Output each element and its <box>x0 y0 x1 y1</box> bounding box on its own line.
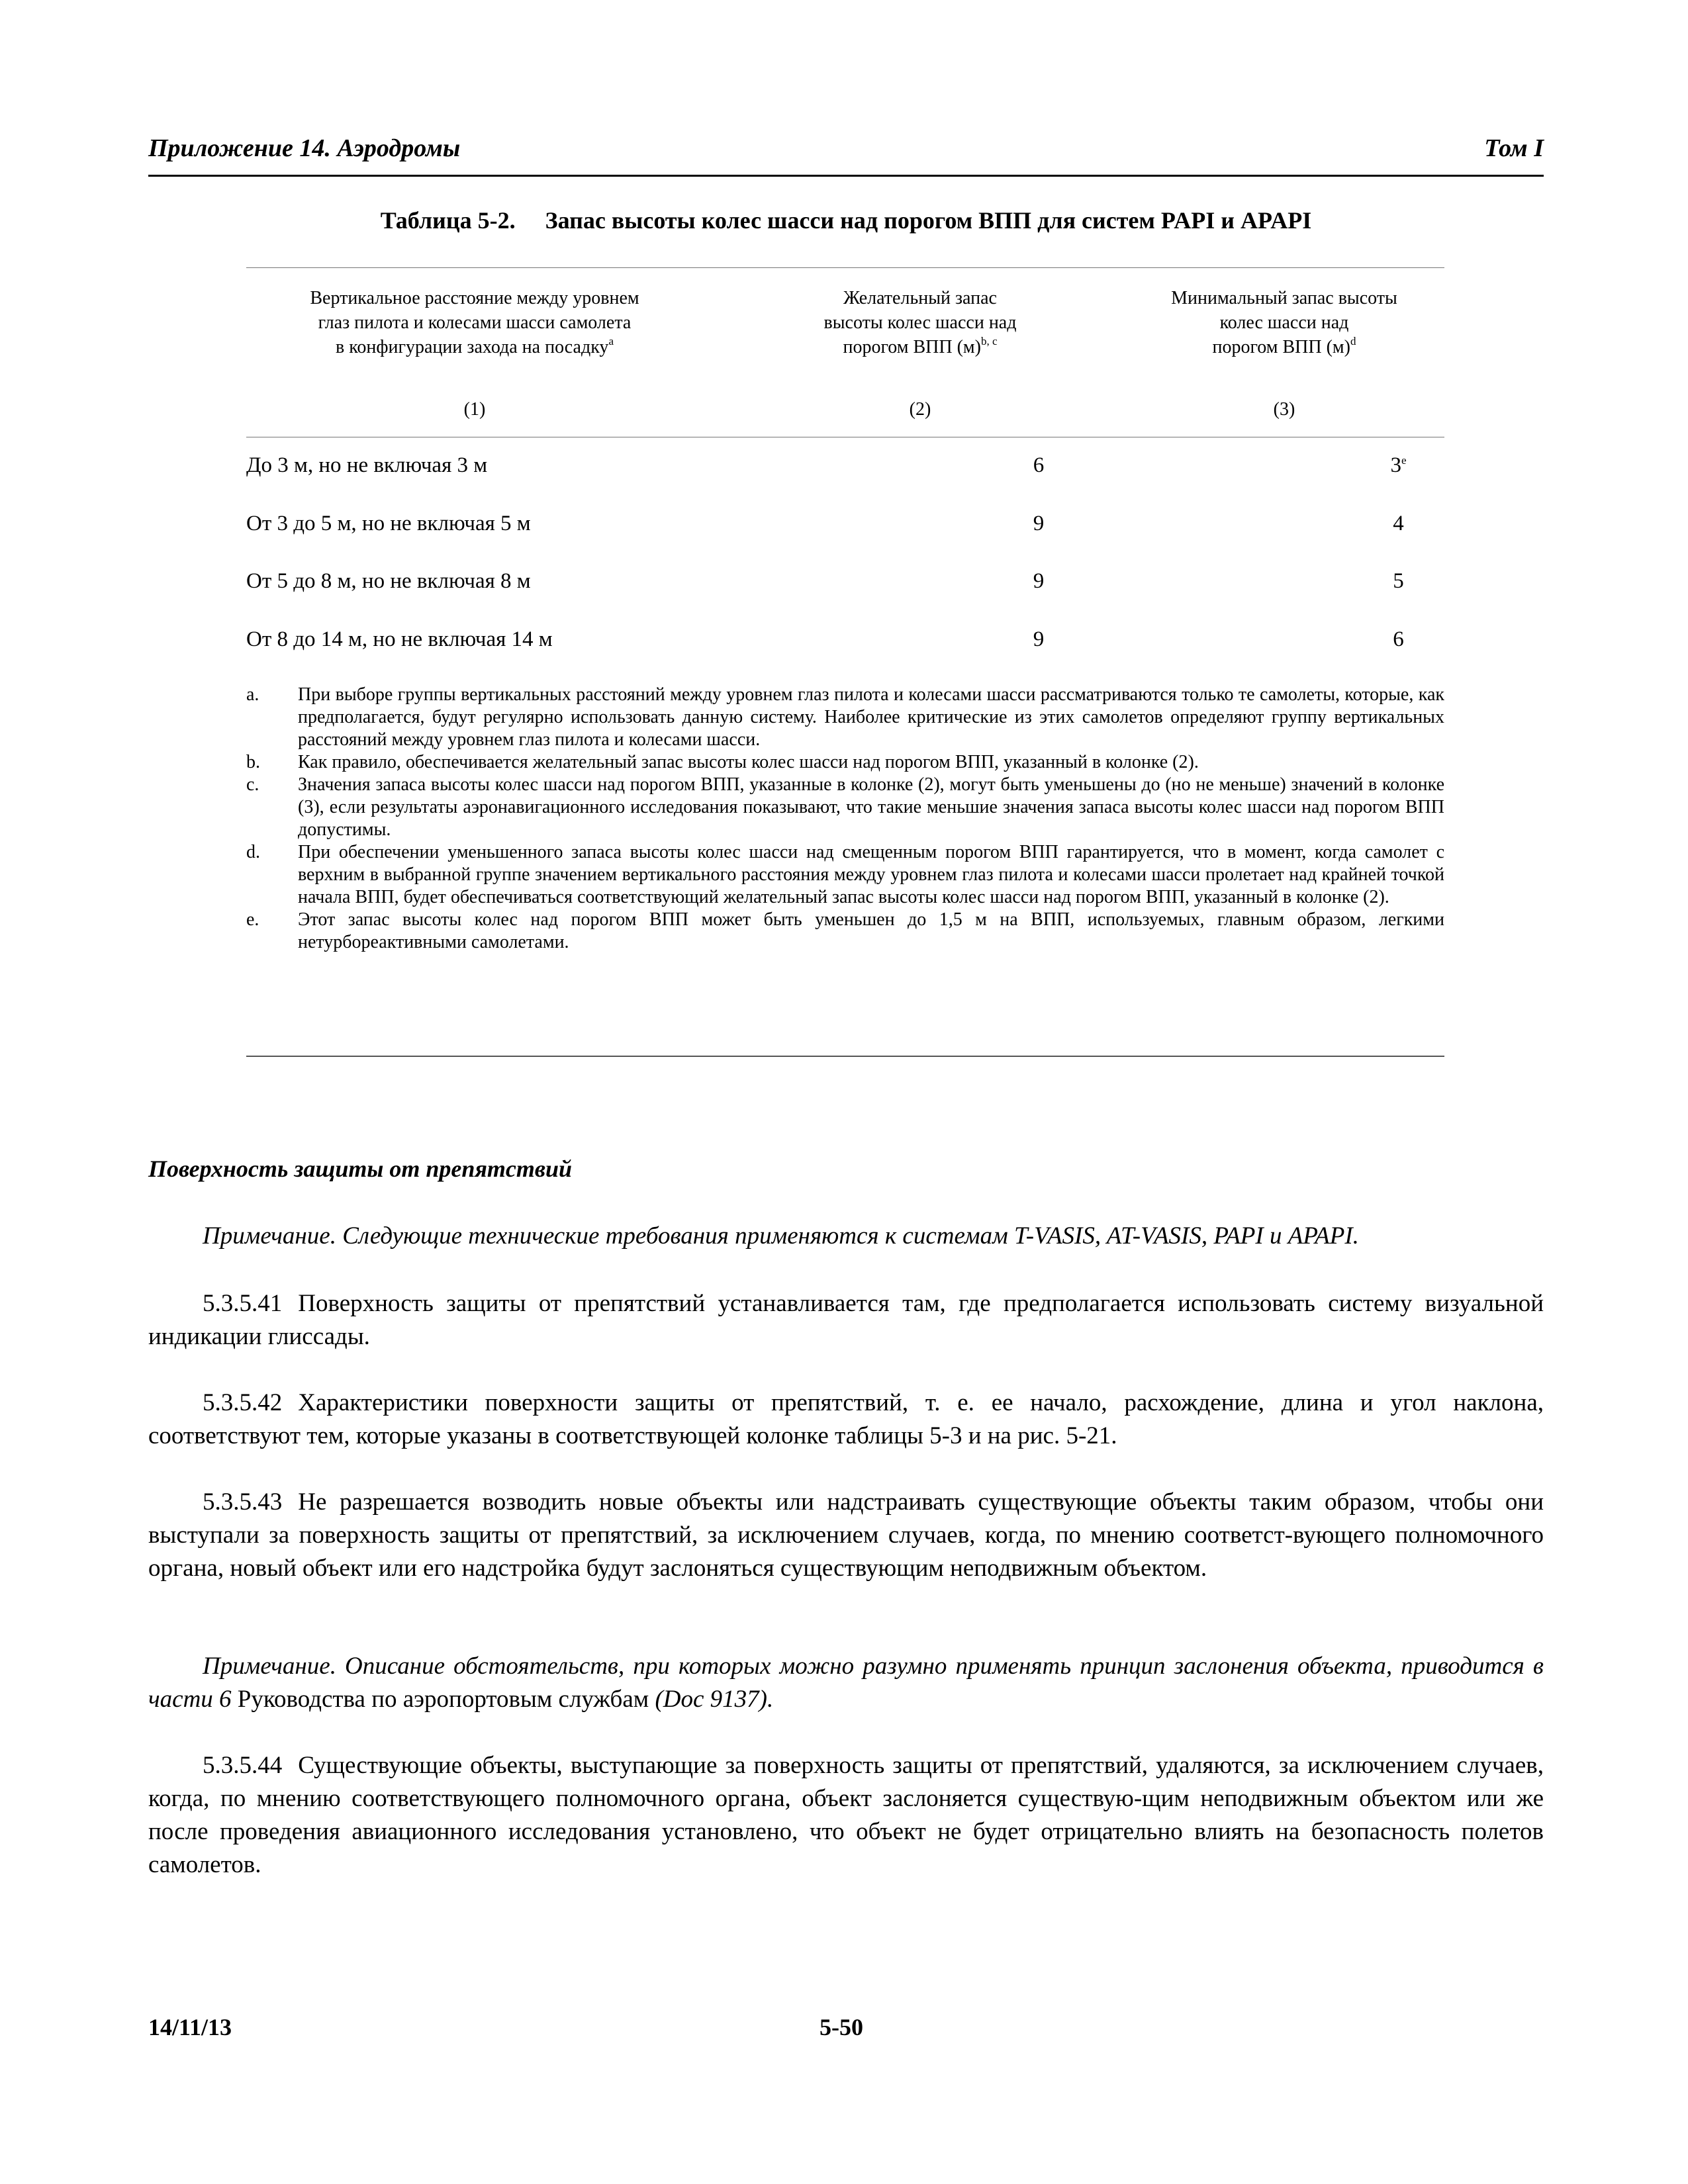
paragraph-number: 5.3.5.43 <box>203 1488 283 1516</box>
footnote-label: d. <box>246 842 260 862</box>
row-desired: 9 <box>1033 512 1045 535</box>
row-desired: 9 <box>1033 627 1045 651</box>
column-header-1-line: в конфигурации захода на посадку$^a$ <box>336 335 614 357</box>
column-header-3 <box>1139 286 1430 359</box>
paragraph-5-3-5-42 <box>148 1387 1544 1453</box>
footnote-label: b. <box>246 752 260 772</box>
column-header-2-line: порогом ВПП $(м)^{b, c}$ <box>843 335 998 357</box>
paragraph-text: Поверхность защиты от препятствий устанавливается там, где предполагается использовать систему визуальной индикации глиссады. <box>148 1290 1544 1350</box>
paragraph-5-3-5-41 <box>148 1287 1544 1353</box>
paragraph-text: Существующие объекты, выступающие за поверхность защиты от препятствий, удаляются, за исключением случаев, когда, по мнению соответствующего полномочного органа, объект заслоняется существую-щим неподвижным объектом или же после проведения авиационного исследования установлено, что объект не будет отрицательно влиять на безопасность полетов самолетов. <box>148 1752 1544 1878</box>
footnote-c <box>246 774 1444 841</box>
footnote-label: e. <box>246 909 259 930</box>
paragraph-number: 5.3.5.42 <box>203 1389 283 1416</box>
row-range: От 5 до 8 м, но не включая 8 м <box>246 569 531 593</box>
table-top-rule <box>246 267 1444 268</box>
row-range: От 3 до 5 м, но не включая 5 м <box>246 512 531 535</box>
row-desired: 9 <box>1033 569 1045 593</box>
row-minimum: 6 <box>1393 627 1404 651</box>
column-number-2: (2) <box>909 399 931 420</box>
table-footnotes <box>246 684 1444 954</box>
footnote-ref: d <box>1350 335 1356 347</box>
page-header <box>148 134 1544 177</box>
column-header-1 <box>246 286 703 359</box>
column-header-1-line: глаз пилота и колесами шасси самолета <box>318 312 632 333</box>
footnote-text: При выборе группы вертикальных расстояний между уровнем глаз пилота и колесами шасси рассматриваются только те самолеты, которые, как предполагается, будут регулярно использовать данную систему. Наиболее критические из этих самолетов определяют группу вертикальных расстояний между уровнем глаз пилота и колесами шасси. <box>298 684 1444 750</box>
footnote-ref: b, c <box>980 335 998 347</box>
paragraph-text: Не разрешается возводить новые объекты или надстраивать существующие объекты таким образом, чтобы они выступали за поверхность защиты от препятствий, за исключением случаев, когда, по мнению соответст-вующего полномочного органа, новый объект или его надстройка будут заслоняться существующим неподвижным объектом. <box>148 1488 1544 1582</box>
header-document-title: Приложение 14. Аэродромы <box>148 134 461 162</box>
footnote-ref: e <box>1401 454 1407 467</box>
paragraph-number: 5.3.5.41 <box>203 1290 283 1317</box>
section-heading: Поверхность защиты от препятствий <box>148 1156 573 1182</box>
footnote-ref: a <box>608 335 614 347</box>
column-header-2 <box>794 286 1046 359</box>
note-shielding <box>148 1650 1544 1716</box>
column-header-3-line: Минимальный запас высоты <box>1171 288 1397 308</box>
table-title: Таблица 5-2. Запас высоты колес шасси над порогом ВПП для систем PAPI и APAPI <box>380 207 1312 234</box>
note-requirements: Примечание. Следующие технические требования применяются к системам T-VASIS, AT-VASIS, PAPI и APAPI. <box>203 1222 1359 1250</box>
column-number-3: (3) <box>1273 399 1295 420</box>
row-minimum: 5 <box>1393 569 1404 593</box>
paragraph-5-3-5-43 <box>148 1486 1544 1585</box>
paragraph-5-3-5-44 <box>148 1749 1544 1882</box>
column-header-1-line: Вертикальное расстояние между уровнем <box>310 288 639 308</box>
column-header-3-line: порогом ВПП $(м)^d$ <box>1212 335 1356 357</box>
footnote-text: Как правило, обеспечивается желательный запас высоты колес шасси над порогом ВПП, указанный в колонке (2). <box>298 752 1199 772</box>
footer-date: 14/11/13 <box>148 2014 232 2040</box>
row-minimum: 4 <box>1393 512 1404 535</box>
table-row <box>246 453 1444 486</box>
footnote-b <box>246 751 1444 774</box>
column-header-2-line: Желательный запас <box>843 288 997 308</box>
row-desired: 6 <box>1033 453 1045 477</box>
footnote-label: c. <box>246 774 259 795</box>
note-doc-ref: (Doc 9137). <box>655 1686 774 1713</box>
column-header-3-line: колес шасси над <box>1219 312 1349 333</box>
footnote-text: Этот запас высоты колес над порогом ВПП может быть уменьшен до 1,5 м на ВПП, используемых, главным образом, легкими нетурбореактивными самолетами. <box>298 909 1444 952</box>
column-header-2-line: высоты колес шасси над <box>823 312 1017 333</box>
row-minimum: 3e <box>1390 453 1407 477</box>
paragraph-text: Характеристики поверхности защиты от препятствий, т. е. ее начало, расхождение, длина и угол наклона, соответствуют тем, которые указаны в соответствующей колонке таблицы 5-3 и на рис. 5-21. <box>148 1389 1544 1449</box>
table-row <box>246 627 1444 660</box>
row-range: От 8 до 14 м, но не включая 14 м <box>246 627 553 651</box>
footnote-text: При обеспечении уменьшенного запаса высоты колес шасси над смещенным порогом ВПП гарантируется, что в момент, когда самолет с верхним в выбранной группе значением вертикального расстояния между уровнем глаз пилота и колесами шасси пролетает над крайней точкой начала ВПП, будет обеспечиваться соответствующий желательный запас высоты колес шасси над порогом ВПП, указанный в колонке (2). <box>298 842 1444 907</box>
row-range: До 3 м, но не включая 3 м <box>246 453 488 477</box>
footnote-d <box>246 841 1444 909</box>
footnote-e <box>246 909 1444 954</box>
footnote-a <box>246 684 1444 751</box>
note-manual-title: Руководства по аэропортовым службам <box>237 1686 649 1713</box>
header-volume: Том I <box>1484 134 1544 162</box>
note-text: Примечание. Описание обстоятельств, при которых можно разумно применять принцип заслонения объекта, приводится в части 6 <box>148 1653 1544 1713</box>
footnote-label: a. <box>246 684 259 705</box>
table-row <box>246 569 1444 602</box>
table-row <box>246 512 1444 545</box>
column-number-1: (1) <box>463 399 486 420</box>
footnote-text: Значения запаса высоты колес шасси над порогом ВПП, указанные в колонке (2), могут быть уменьшены до (но не меньше) значений в колонке (3), если результаты аэронавигационного исследования показывают, что такие меньшие значения запаса высоты колес шасси над порогом ВПП допустимы. <box>298 774 1444 840</box>
paragraph-number: 5.3.5.44 <box>203 1752 283 1779</box>
table-bottom-rule <box>246 1056 1444 1057</box>
footer-page-number: 5-50 <box>820 2014 863 2040</box>
